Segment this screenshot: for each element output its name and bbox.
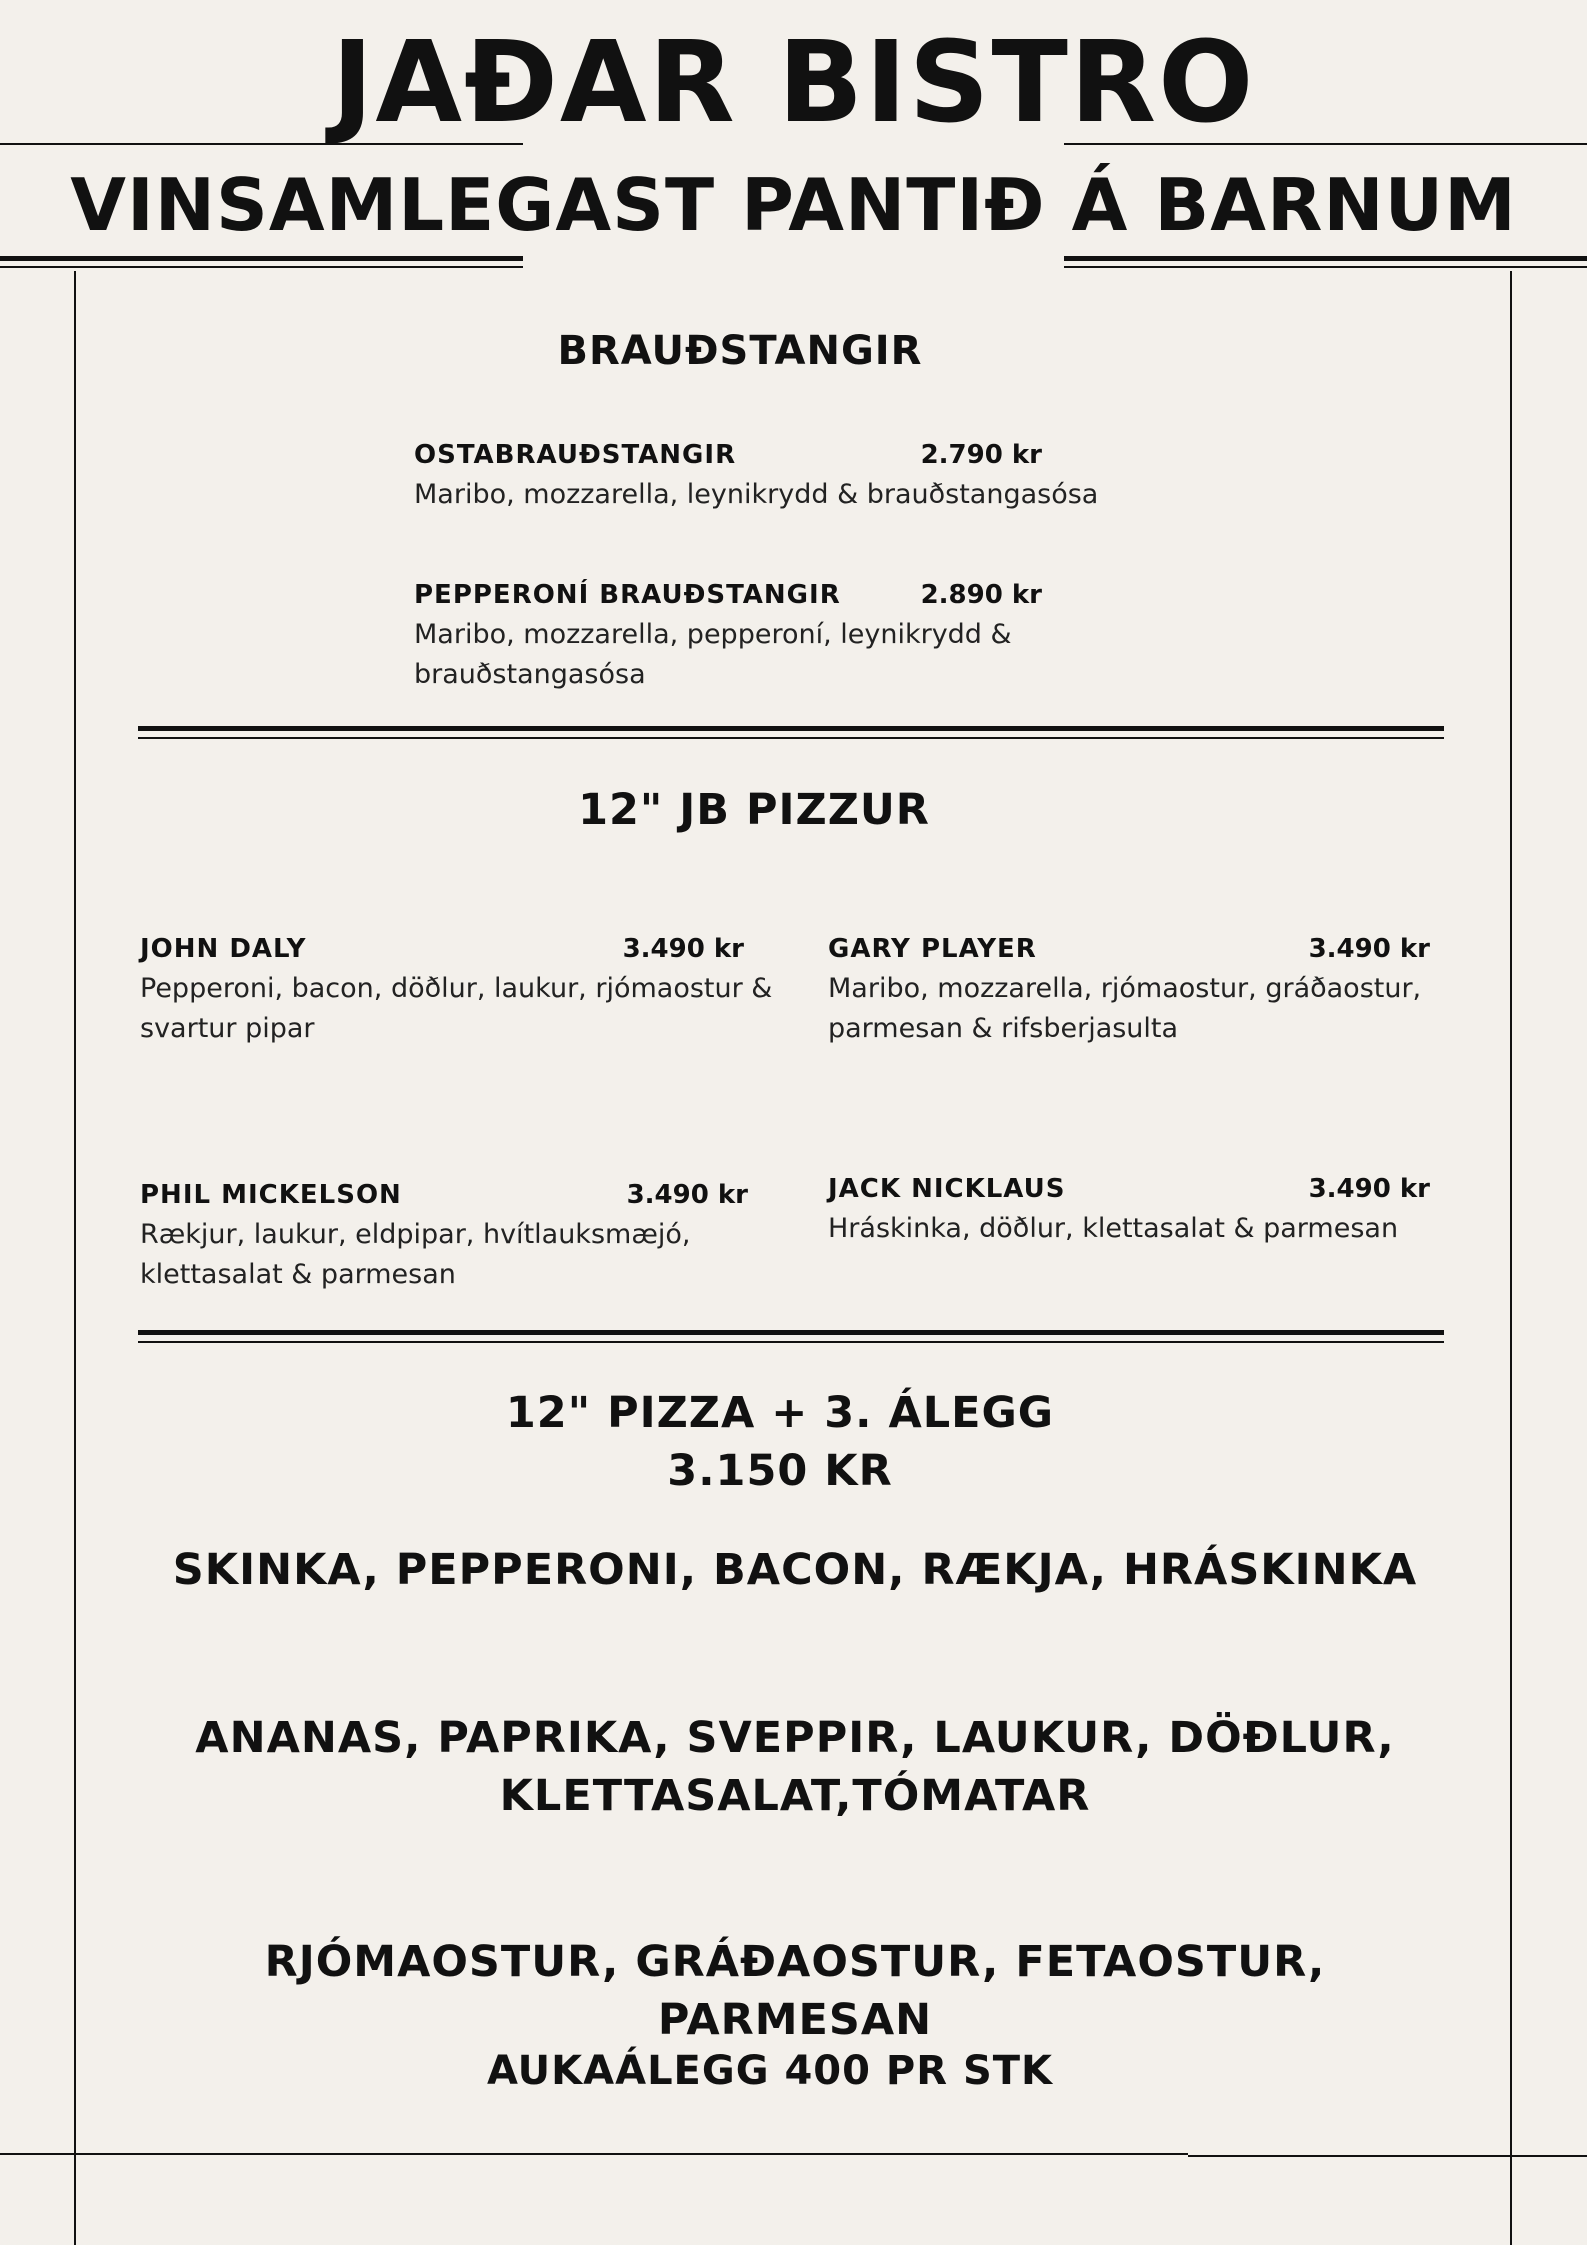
header-bottom-rule-left-thin: [0, 266, 523, 268]
item-description: [140, 969, 772, 1049]
item-name: PEPPERONÍ BRAUÐSTANGIR: [414, 580, 841, 610]
item-price: 2.890 kr: [920, 580, 1042, 610]
item-name: GARY PLAYER: [828, 934, 1037, 964]
item-price: 3.490 kr: [626, 1180, 748, 1210]
item-name: OSTABRAUÐSTANGIR: [414, 440, 737, 470]
item-description-line: parmesan & rifsberjasulta: [828, 1013, 1179, 1044]
item-description-line: klettasalat & parmesan: [140, 1259, 456, 1290]
item-description-line: Maribo, mozzarella, pepperoní, leynikrydd &: [414, 619, 1012, 650]
frame-bottom-right: [1188, 2155, 1587, 2157]
item-name: JACK NICKLAUS: [828, 1174, 1066, 1204]
item-description: [828, 969, 1421, 1049]
item-price: 3.490 kr: [622, 934, 744, 964]
item-description: Hráskinka, döðlur, klettasalat & parmesan: [828, 1213, 1399, 1244]
header-bottom-rule-right-thin: [1064, 266, 1587, 268]
item-description-line: Maribo, mozzarella, rjómaostur, gráðaostur,: [828, 973, 1422, 1004]
item-name: JOHN DALY: [140, 934, 307, 964]
item-price: 2.790 kr: [920, 440, 1042, 470]
section-title-pizzas: 12" JB PIZZUR: [578, 785, 930, 835]
item-description-line: Rækjur, laukur, eldpipar, hvítlauksmæjó,: [140, 1219, 691, 1250]
page-subtitle: VINSAMLEGAST PANTIÐ Á BARNUM: [70, 163, 1517, 247]
header-bottom-rule-right: [1064, 256, 1587, 261]
item-price: 3.490 kr: [1308, 934, 1430, 964]
frame-right: [1510, 271, 1512, 2245]
extra-topping-price: AUKAÁLEGG 400 PR STK: [486, 2048, 1054, 2094]
item-name: PHIL MICKELSON: [140, 1180, 402, 1210]
frame-left: [74, 271, 76, 2245]
topping-meats: SKINKA, PEPPERONI, BACON, RÆKJA, HRÁSKINKA: [172, 1545, 1418, 1595]
item-description: Maribo, mozzarella, leynikrydd & brauðstangasósa: [414, 479, 1099, 510]
item-description: [414, 615, 1012, 695]
section-title-breadsticks: BRAUÐSTANGIR: [557, 328, 923, 374]
frame-bottom-left: [0, 2153, 1188, 2155]
page-title: JAÐAR BISTRO: [331, 18, 1256, 148]
item-description-line: svartur pipar: [140, 1013, 315, 1044]
item-price: 3.490 kr: [1308, 1174, 1430, 1204]
item-description: [140, 1215, 690, 1295]
custom-pizza-title: 12" PIZZA + 3. ÁLEGG: [505, 1388, 1055, 1438]
topping-vegetables-line1: ANANAS, PAPRIKA, SVEPPIR, LAUKUR, DÖÐLUR,: [195, 1713, 1395, 1763]
custom-pizza-price: 3.150 KR: [667, 1446, 893, 1496]
section-divider-thin: [138, 1341, 1444, 1343]
section-divider: [138, 1330, 1444, 1335]
section-divider: [138, 726, 1444, 731]
item-description-line: Pepperoni, bacon, döðlur, laukur, rjómaostur &: [140, 973, 773, 1004]
header-bottom-rule-left: [0, 256, 523, 261]
topping-vegetables-line2: KLETTASALAT,TÓMATAR: [499, 1771, 1091, 1821]
item-description-line: brauðstangasósa: [414, 659, 646, 690]
section-divider-thin: [138, 737, 1444, 739]
topping-cheeses: RJÓMAOSTUR, GRÁÐAOSTUR, FETAOSTUR, PARMESAN: [264, 1937, 1326, 2045]
